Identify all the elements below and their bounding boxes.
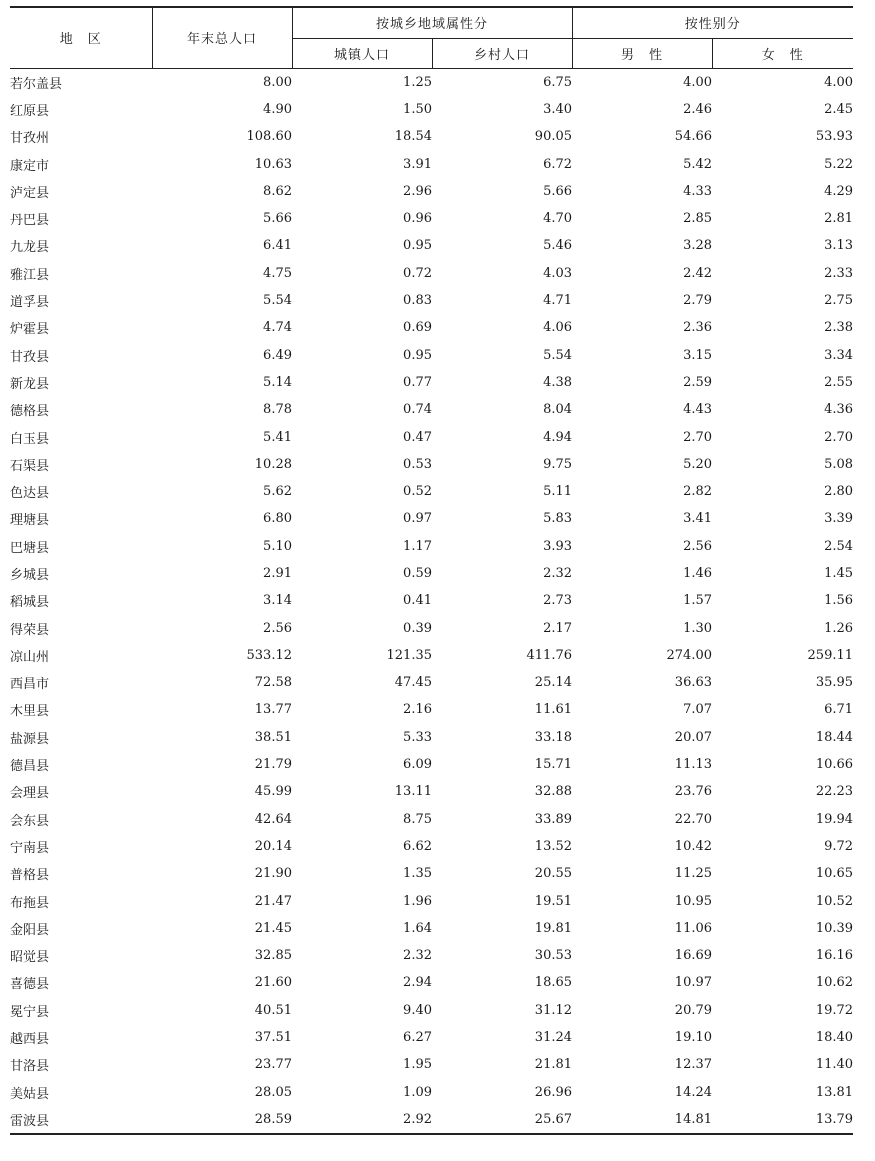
region-cell: 得荣县 <box>10 622 50 638</box>
female-cell: 16.16 <box>815 948 854 964</box>
table-row <box>10 887 853 914</box>
urban-cell: 0.41 <box>403 593 432 609</box>
female-cell: 3.34 <box>824 347 854 363</box>
region-cell: 乡城县 <box>10 567 50 583</box>
male-cell: 5.20 <box>683 456 713 472</box>
female-cell: 5.22 <box>824 156 854 172</box>
urban-cell: 0.95 <box>403 238 432 254</box>
female-cell: 3.13 <box>824 238 854 254</box>
table-row <box>10 260 853 287</box>
female-cell: 13.81 <box>815 1084 854 1100</box>
male-cell: 7.07 <box>683 702 713 718</box>
total-cell: 4.90 <box>263 101 292 117</box>
male-cell: 1.46 <box>683 565 713 581</box>
female-cell: 53.93 <box>815 129 854 145</box>
total-cell: 72.58 <box>254 675 292 691</box>
table-row <box>10 1051 853 1078</box>
table-row <box>10 478 853 505</box>
header-urban: 城镇人口 <box>292 38 432 68</box>
rural-cell: 2.32 <box>543 565 573 581</box>
female-cell: 4.00 <box>824 74 854 90</box>
urban-cell: 1.96 <box>403 893 432 909</box>
rural-cell: 15.71 <box>534 757 573 773</box>
male-cell: 23.76 <box>674 784 713 800</box>
table-row <box>10 614 853 641</box>
male-cell: 14.81 <box>572 1106 712 1134</box>
table-row <box>10 942 853 969</box>
region-cell: 甘孜县 <box>10 349 50 365</box>
table-row <box>10 969 853 996</box>
urban-cell: 0.52 <box>403 484 432 500</box>
total-cell: 5.10 <box>263 538 292 554</box>
total-cell: 10.28 <box>254 456 292 472</box>
total-cell: 21.90 <box>254 866 292 882</box>
table-row-prefecture <box>10 123 853 150</box>
female-cell: 19.94 <box>815 811 854 827</box>
urban-cell: 3.91 <box>403 156 432 172</box>
total-cell: 20.14 <box>254 838 292 854</box>
female-cell: 10.65 <box>815 866 854 882</box>
female-cell: 6.71 <box>824 702 854 718</box>
table-row <box>10 1024 853 1051</box>
total-cell: 28.59 <box>152 1106 292 1134</box>
header-total-population: 年末总人口 <box>152 7 292 68</box>
rural-cell: 5.83 <box>543 511 573 527</box>
rural-cell: 4.94 <box>543 429 573 445</box>
header-male: 男 性 <box>572 38 712 68</box>
table-row <box>10 751 853 778</box>
urban-cell: 5.33 <box>403 729 432 745</box>
rural-cell: 11.61 <box>534 702 573 718</box>
female-cell: 11.40 <box>815 1057 854 1073</box>
rural-cell: 25.14 <box>534 675 573 691</box>
female-cell: 259.11 <box>807 647 854 663</box>
region-cell: 普格县 <box>10 868 50 884</box>
header-region: 地 区 <box>10 7 152 68</box>
female-cell: 2.55 <box>824 374 854 390</box>
region-cell: 炉霍县 <box>10 322 50 338</box>
region-cell: 西昌市 <box>10 677 50 693</box>
rural-cell: 8.04 <box>543 402 573 418</box>
region-cell: 九龙县 <box>10 240 50 256</box>
table-row <box>10 369 853 396</box>
total-cell: 21.60 <box>254 975 292 991</box>
table-row <box>10 833 853 860</box>
rural-cell: 13.52 <box>534 838 573 854</box>
header-rural: 乡村人口 <box>432 38 572 68</box>
region-cell: 道孚县 <box>10 295 50 311</box>
female-cell: 10.52 <box>815 893 854 909</box>
urban-cell: 0.59 <box>403 565 432 581</box>
female-cell: 1.56 <box>824 593 854 609</box>
male-cell: 22.70 <box>674 811 713 827</box>
table-row <box>10 287 853 314</box>
male-cell: 11.25 <box>674 866 713 882</box>
table-row <box>10 587 853 614</box>
rural-cell: 26.96 <box>534 1084 573 1100</box>
region-cell: 稻城县 <box>10 595 50 611</box>
female-cell: 2.75 <box>824 293 854 309</box>
rural-cell: 4.38 <box>543 374 573 390</box>
table-row <box>10 505 853 532</box>
header-by-area: 按城乡地域属性分 <box>292 7 572 38</box>
total-cell: 4.74 <box>263 320 292 336</box>
total-cell: 6.49 <box>263 347 292 363</box>
female-cell: 18.40 <box>815 1030 854 1046</box>
urban-cell: 0.74 <box>403 402 432 418</box>
total-cell: 42.64 <box>254 811 292 827</box>
table-row <box>10 423 853 450</box>
rural-cell: 3.40 <box>543 101 573 117</box>
rural-cell: 18.65 <box>534 975 573 991</box>
male-cell: 20.07 <box>674 729 713 745</box>
male-cell: 4.43 <box>683 402 713 418</box>
region-cell: 木里县 <box>10 704 50 720</box>
urban-cell: 121.35 <box>386 647 432 663</box>
urban-cell: 0.77 <box>403 374 432 390</box>
table-row <box>10 396 853 423</box>
region-cell: 白玉县 <box>10 431 50 447</box>
rural-cell: 9.75 <box>543 456 573 472</box>
rural-cell: 2.17 <box>543 620 573 636</box>
table-row <box>10 560 853 587</box>
rural-cell: 25.67 <box>432 1106 572 1134</box>
rural-cell: 5.46 <box>543 238 573 254</box>
table-row <box>10 451 853 478</box>
urban-cell: 13.11 <box>394 784 432 800</box>
table-header <box>10 7 853 68</box>
rural-cell: 33.18 <box>534 729 573 745</box>
total-cell: 5.54 <box>263 293 292 309</box>
female-cell: 2.54 <box>824 538 854 554</box>
table-row <box>10 205 853 232</box>
table-row <box>10 178 853 205</box>
male-cell: 1.57 <box>683 593 713 609</box>
table-row <box>10 696 853 723</box>
urban-cell: 0.97 <box>403 511 432 527</box>
urban-cell: 2.92 <box>292 1106 432 1134</box>
urban-cell: 0.72 <box>403 265 432 281</box>
urban-cell: 2.16 <box>403 702 432 718</box>
rural-cell: 4.70 <box>543 211 573 227</box>
urban-cell: 8.75 <box>403 811 432 827</box>
total-cell: 533.12 <box>246 647 292 663</box>
table-row <box>10 1078 853 1105</box>
total-cell: 8.78 <box>263 402 292 418</box>
rural-cell: 30.53 <box>534 948 573 964</box>
table-body <box>10 68 853 1134</box>
region-cell: 德昌县 <box>10 759 50 775</box>
region-cell: 金阳县 <box>10 922 50 938</box>
rural-cell: 5.11 <box>543 484 573 500</box>
rural-cell: 4.03 <box>543 265 573 281</box>
region-cell: 雅江县 <box>10 267 50 283</box>
total-cell: 45.99 <box>254 784 292 800</box>
table-row <box>10 915 853 942</box>
table-row <box>10 96 853 123</box>
female-cell: 4.36 <box>824 402 854 418</box>
region-cell: 若尔盖县 <box>10 76 63 92</box>
total-cell: 37.51 <box>254 1030 292 1046</box>
total-cell: 23.77 <box>254 1057 292 1073</box>
female-cell: 9.72 <box>824 838 854 854</box>
female-cell: 22.23 <box>815 784 854 800</box>
rural-cell: 6.72 <box>543 156 573 172</box>
rural-cell: 4.71 <box>543 293 573 309</box>
male-cell: 2.82 <box>683 484 713 500</box>
urban-cell: 18.54 <box>394 129 432 145</box>
female-cell: 2.81 <box>824 211 854 227</box>
urban-cell: 0.53 <box>403 456 432 472</box>
table-row <box>10 860 853 887</box>
region-cell: 会理县 <box>10 786 50 802</box>
urban-cell: 0.95 <box>403 347 432 363</box>
female-cell: 1.26 <box>824 620 854 636</box>
region-cell: 红原县 <box>10 103 50 119</box>
table-row <box>10 778 853 805</box>
total-cell: 28.05 <box>254 1084 292 1100</box>
urban-cell: 2.32 <box>403 948 432 964</box>
male-cell: 36.63 <box>674 675 713 691</box>
female-cell: 19.72 <box>815 1002 854 1018</box>
region-cell: 越西县 <box>10 1032 50 1048</box>
region-cell: 巴塘县 <box>10 540 50 556</box>
female-cell: 5.08 <box>824 456 854 472</box>
rural-cell: 33.89 <box>534 811 573 827</box>
rural-cell: 20.55 <box>534 866 573 882</box>
region-cell: 理塘县 <box>10 513 50 529</box>
table-row <box>10 150 853 177</box>
male-cell: 5.42 <box>683 156 713 172</box>
female-cell: 4.29 <box>824 183 854 199</box>
table-row <box>10 232 853 259</box>
total-cell: 10.63 <box>254 156 292 172</box>
female-cell: 10.39 <box>815 920 854 936</box>
total-cell: 3.14 <box>263 593 292 609</box>
region-cell: 德格县 <box>10 404 50 420</box>
rural-cell: 19.81 <box>534 920 573 936</box>
region-cell: 丹巴县 <box>10 213 50 229</box>
female-cell: 10.66 <box>815 757 854 773</box>
region-cell: 泸定县 <box>10 185 50 201</box>
region-cell: 色达县 <box>10 486 50 502</box>
region-cell: 凉山州 <box>10 649 50 665</box>
male-cell: 274.00 <box>666 647 713 663</box>
urban-cell: 1.95 <box>403 1057 432 1073</box>
region-cell: 甘洛县 <box>10 1059 50 1075</box>
table-row <box>10 533 853 560</box>
urban-cell: 0.83 <box>403 293 432 309</box>
male-cell: 4.33 <box>683 183 713 199</box>
header-female: 女 性 <box>712 38 853 68</box>
female-cell: 2.33 <box>824 265 854 281</box>
header-row-1 <box>10 7 853 38</box>
urban-cell: 0.96 <box>403 211 432 227</box>
male-cell: 3.41 <box>683 511 713 527</box>
rural-cell: 90.05 <box>534 129 573 145</box>
rural-cell: 21.81 <box>534 1057 573 1073</box>
male-cell: 14.24 <box>674 1084 713 1100</box>
female-cell: 2.70 <box>824 429 854 445</box>
female-cell: 18.44 <box>815 729 854 745</box>
region-cell: 布拖县 <box>10 895 50 911</box>
region-cell: 康定市 <box>10 158 50 174</box>
urban-cell: 0.69 <box>403 320 432 336</box>
rural-cell: 31.12 <box>534 1002 573 1018</box>
male-cell: 1.30 <box>683 620 713 636</box>
urban-cell: 1.35 <box>403 866 432 882</box>
total-cell: 21.79 <box>254 757 292 773</box>
header-by-sex: 按性别分 <box>572 7 853 38</box>
urban-cell: 1.50 <box>403 101 432 117</box>
rural-cell: 5.66 <box>543 183 573 199</box>
urban-cell: 2.96 <box>403 183 432 199</box>
table-row <box>10 669 853 696</box>
female-cell: 2.80 <box>824 484 854 500</box>
male-cell: 2.79 <box>683 293 713 309</box>
total-cell: 5.14 <box>263 374 292 390</box>
urban-cell: 6.09 <box>403 757 432 773</box>
total-cell: 21.45 <box>254 920 292 936</box>
table-row <box>10 806 853 833</box>
total-cell: 13.77 <box>254 702 292 718</box>
male-cell: 2.42 <box>683 265 713 281</box>
male-cell: 2.59 <box>683 374 713 390</box>
male-cell: 16.69 <box>674 948 713 964</box>
urban-cell: 1.09 <box>403 1084 432 1100</box>
rural-cell: 2.73 <box>543 593 573 609</box>
total-cell: 38.51 <box>254 729 292 745</box>
total-cell: 6.41 <box>263 238 292 254</box>
male-cell: 12.37 <box>674 1057 713 1073</box>
male-cell: 19.10 <box>674 1030 713 1046</box>
total-cell: 8.62 <box>263 183 292 199</box>
rural-cell: 411.76 <box>526 647 573 663</box>
male-cell: 3.28 <box>683 238 713 254</box>
table-row <box>10 1106 853 1134</box>
urban-cell: 1.25 <box>403 74 432 90</box>
female-cell: 2.45 <box>824 101 854 117</box>
total-cell: 2.56 <box>263 620 292 636</box>
region-cell: 宁南县 <box>10 840 50 856</box>
urban-cell: 6.27 <box>403 1030 432 1046</box>
table-row <box>10 341 853 368</box>
region-cell: 新龙县 <box>10 376 50 392</box>
total-cell: 6.80 <box>263 511 292 527</box>
rural-cell: 4.06 <box>543 320 573 336</box>
male-cell: 2.85 <box>683 211 713 227</box>
table-row <box>10 724 853 751</box>
rural-cell: 5.54 <box>543 347 573 363</box>
region-cell: 美姑县 <box>10 1086 50 1102</box>
rural-cell: 3.93 <box>543 538 573 554</box>
region-cell: 石渠县 <box>10 458 50 474</box>
male-cell: 2.56 <box>683 538 713 554</box>
total-cell: 2.91 <box>263 565 292 581</box>
urban-cell: 6.62 <box>403 838 432 854</box>
total-cell: 4.75 <box>263 265 292 281</box>
rural-cell: 6.75 <box>543 74 573 90</box>
rural-cell: 32.88 <box>534 784 573 800</box>
urban-cell: 1.64 <box>403 920 432 936</box>
total-cell: 40.51 <box>254 1002 292 1018</box>
urban-cell: 0.47 <box>403 429 432 445</box>
region-cell: 昭觉县 <box>10 950 50 966</box>
table-row-prefecture <box>10 642 853 669</box>
female-cell: 2.38 <box>824 320 854 336</box>
total-cell: 5.41 <box>263 429 292 445</box>
rural-cell: 31.24 <box>534 1030 573 1046</box>
rural-cell: 19.51 <box>534 893 573 909</box>
region-cell: 甘孜州 <box>10 131 50 147</box>
population-table <box>10 6 853 1135</box>
male-cell: 20.79 <box>674 1002 713 1018</box>
male-cell: 11.13 <box>674 757 713 773</box>
male-cell: 54.66 <box>674 129 713 145</box>
female-cell: 3.39 <box>824 511 854 527</box>
region-cell: 喜德县 <box>10 977 50 993</box>
total-cell: 32.85 <box>254 948 292 964</box>
male-cell: 4.00 <box>683 74 713 90</box>
total-cell: 8.00 <box>263 74 292 90</box>
table-row <box>10 314 853 341</box>
female-cell: 13.79 <box>712 1106 853 1134</box>
male-cell: 10.42 <box>674 838 713 854</box>
male-cell: 11.06 <box>674 920 713 936</box>
male-cell: 10.95 <box>674 893 713 909</box>
male-cell: 3.15 <box>683 347 713 363</box>
total-cell: 5.66 <box>263 211 292 227</box>
total-cell: 108.60 <box>246 129 292 145</box>
table-row <box>10 68 853 96</box>
table-row <box>10 997 853 1024</box>
urban-cell: 9.40 <box>403 1002 432 1018</box>
female-cell: 35.95 <box>815 675 854 691</box>
total-cell: 21.47 <box>254 893 292 909</box>
male-cell: 2.46 <box>683 101 713 117</box>
region-cell: 会东县 <box>10 813 50 829</box>
urban-cell: 47.45 <box>394 675 432 691</box>
region-cell: 盐源县 <box>10 731 50 747</box>
total-cell: 5.62 <box>263 484 292 500</box>
urban-cell: 0.39 <box>403 620 432 636</box>
female-cell: 1.45 <box>824 565 854 581</box>
male-cell: 2.36 <box>683 320 713 336</box>
urban-cell: 2.94 <box>403 975 432 991</box>
region-cell: 雷波县 <box>10 1106 152 1134</box>
male-cell: 2.70 <box>683 429 713 445</box>
female-cell: 10.62 <box>815 975 854 991</box>
region-cell: 冕宁县 <box>10 1004 50 1020</box>
urban-cell: 1.17 <box>403 538 432 554</box>
male-cell: 10.97 <box>674 975 713 991</box>
